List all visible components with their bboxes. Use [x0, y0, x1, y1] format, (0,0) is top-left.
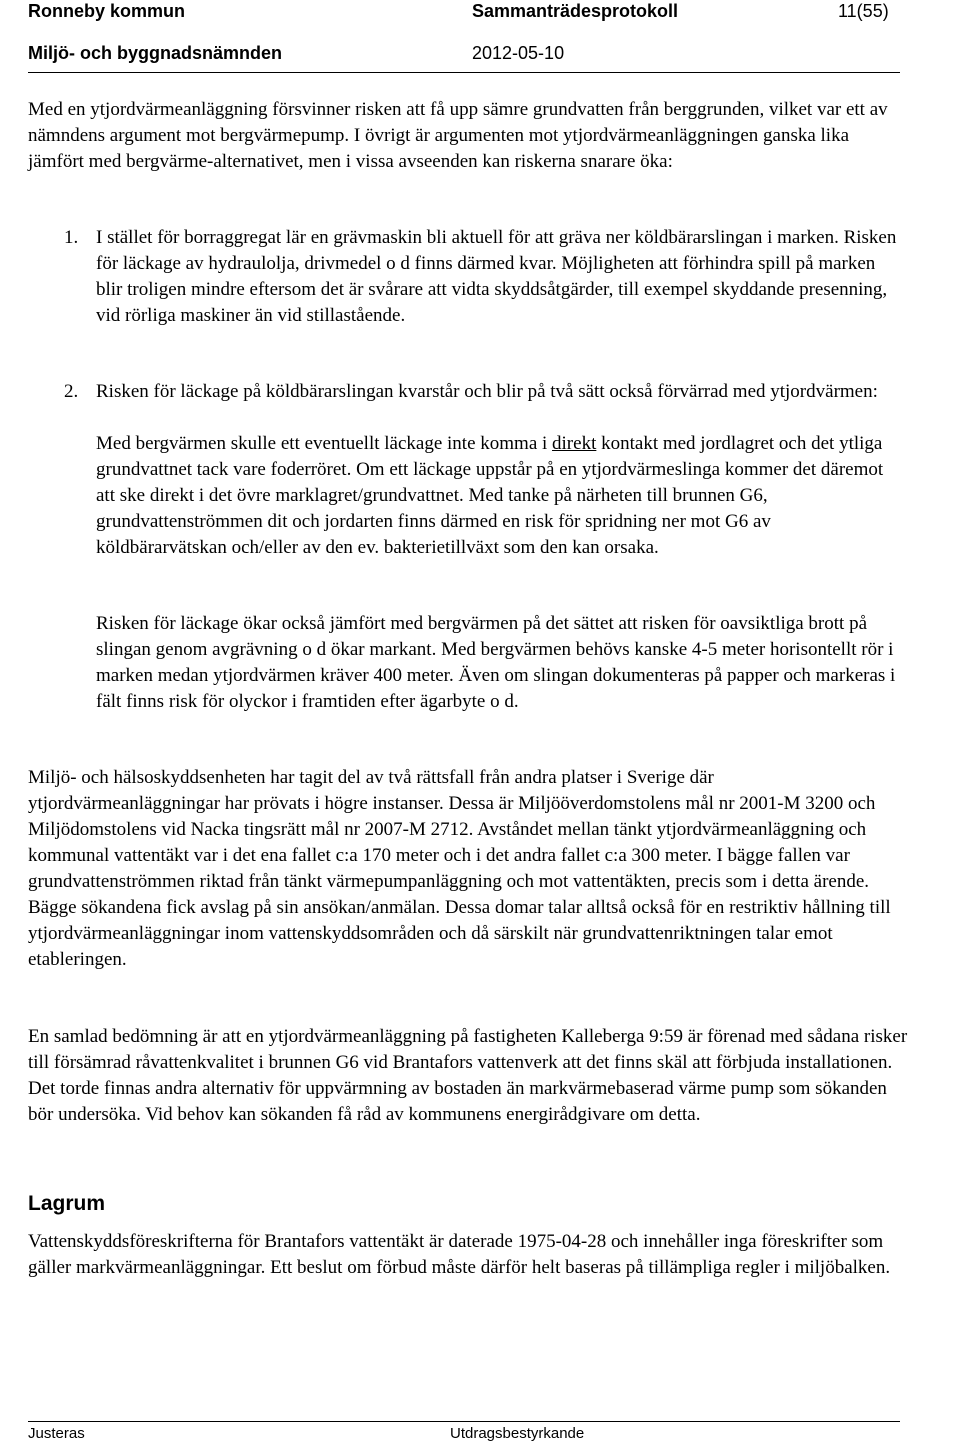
- municipality-name: Ronneby kommun: [28, 1, 186, 21]
- assessment-paragraph: En samlad bedömning är att en ytjordvärmeanläggning på fastigheten Kalleberga 9:59 är förenad med sådana risker till försämrad råvattenkvalitet i brunnen G6 vid Brantafors vattenverk att det finns skäl att förbjuda installationen. Det torde finnas andra alternativ för uppvärmning av bostaden än markvärmebaserad värme pump som sökanden bör undersöka. Vid behov kan sökanden få råd av kommunens energirådgivare om detta.: [28, 1026, 908, 1125]
- section-heading: Lagrum: [28, 1192, 106, 1215]
- meeting-date: 2012-05-10: [472, 43, 565, 63]
- list-item-number: 2.: [64, 381, 79, 402]
- committee-name: Miljö- och byggnadsnämnden: [28, 43, 283, 63]
- list-item-text-continued: [96, 431, 906, 561]
- court-cases-paragraph: Miljö- och hälsoskyddsenheten har tagit del av två rättsfall från andra platser i Sverige där ytjordvärmeanläggningar har prövats i högre instanser. Dessa är Miljööverdomstolens mål nr 2001-M 3200 och Miljödomstolens vid Nacka tingsrätt mål nr 2007-M 2712. Avståndet mellan tänkt ytjordvärmeanläggning och kommunal vattentäkt var i det ena fallet c:a 170 meter och i det andra fallet c:a 300 meter. I bägge fallen var grundvattenströmmen riktad från tänkt värmepumpanläggning och mot vattentäkten, precis som i detta ärende. Bägge sökandena fick avslag på sin ansökan/anmälan. Dessa domar talar alltså också för en restriktiv hållning till ytjordvärmeanläggningar inom vattenskyddsområden och då särskilt när grundvattenriktningen talar emot etableringen.: [28, 767, 891, 970]
- underlined-word: direkt: [552, 433, 597, 454]
- list-item-text: I stället för borraggregat lär en grävmaskin bli aktuell för att gräva ner köldbärarslingan i marken. Risken för läckage av hydraulolja, drivmedel o d finns därmed kvar. Möjligheten att förhindra spill på marken blir troligen mindre eftersom det är svårare att vidta skyddsåtgärder, till exempel skyddande presenning, vid rörliga maskiner än vid stillastående.: [96, 227, 897, 326]
- list-item-number: 1.: [64, 227, 79, 248]
- text-segment: kontakt med jordlagret och det ytliga grundvattnet tack vare foderröret. Om ett läckage uppstår på en ytjordvärmeslinga kommer det däremot att ske direkt i det övre marklagret/grundvattnet. Med tanke på närheten till brunnen G6, grundvattenströmmen dit och jordarten finns därmed en risk för spridning ner mot G6 av köldbärarvätskan och/eller av den ev. bakterietillväxt som den kan orsaka.: [96, 433, 884, 558]
- list-item-text: Risken för läckage på köldbärarslingan kvarstår och blir på två sätt också förvärrad med ytjordvärmen:: [96, 381, 878, 402]
- footer-divider: [28, 1421, 900, 1422]
- header-divider: [28, 72, 900, 73]
- page-number: 11(55): [838, 1, 889, 21]
- footer-certified-label: Utdragsbestyrkande: [450, 1425, 585, 1442]
- text-segment: Med bergvärmen skulle ett eventuellt läckage inte komma i: [96, 433, 553, 454]
- footer-verified-label: Justeras: [28, 1425, 85, 1442]
- law-paragraph: Vattenskyddsföreskrifterna för Brantafors vattentäkt är daterade 1975-04-28 och innehåller inga föreskrifter som gäller markvärmeanläggningar. Ett beslut om förbud måste därför helt baseras på tillämpliga regler i miljöbalken.: [28, 1231, 891, 1278]
- document-type: Sammanträdesprotokoll: [472, 1, 679, 21]
- intro-paragraph: Med en ytjordvärmeanläggning försvinner risken att få upp sämre grundvatten från berggrunden, vilket var ett av nämndens argument mot bergvärmepump. I övrigt är argumenten mot ytjordvärmeanläggningen ganska lika jämfört med bergvärme-alternativet, men i vissa avseenden kan riskerna snarare öka:: [28, 99, 888, 172]
- list-item-text-continued: Risken för läckage ökar också jämfört med bergvärmen på det sättet att risken för oavsiktliga brott på slingan genom avgrävning o d ökar markant. Med bergvärmen behövs kanske 4-5 meter horisontellt rör i marken medan ytjordvärmen kräver 400 meter. Även om slingan dokumenteras på papper och markeras i fält finns risk för olyckor i framtiden efter ägarbyte o d.: [96, 613, 896, 712]
